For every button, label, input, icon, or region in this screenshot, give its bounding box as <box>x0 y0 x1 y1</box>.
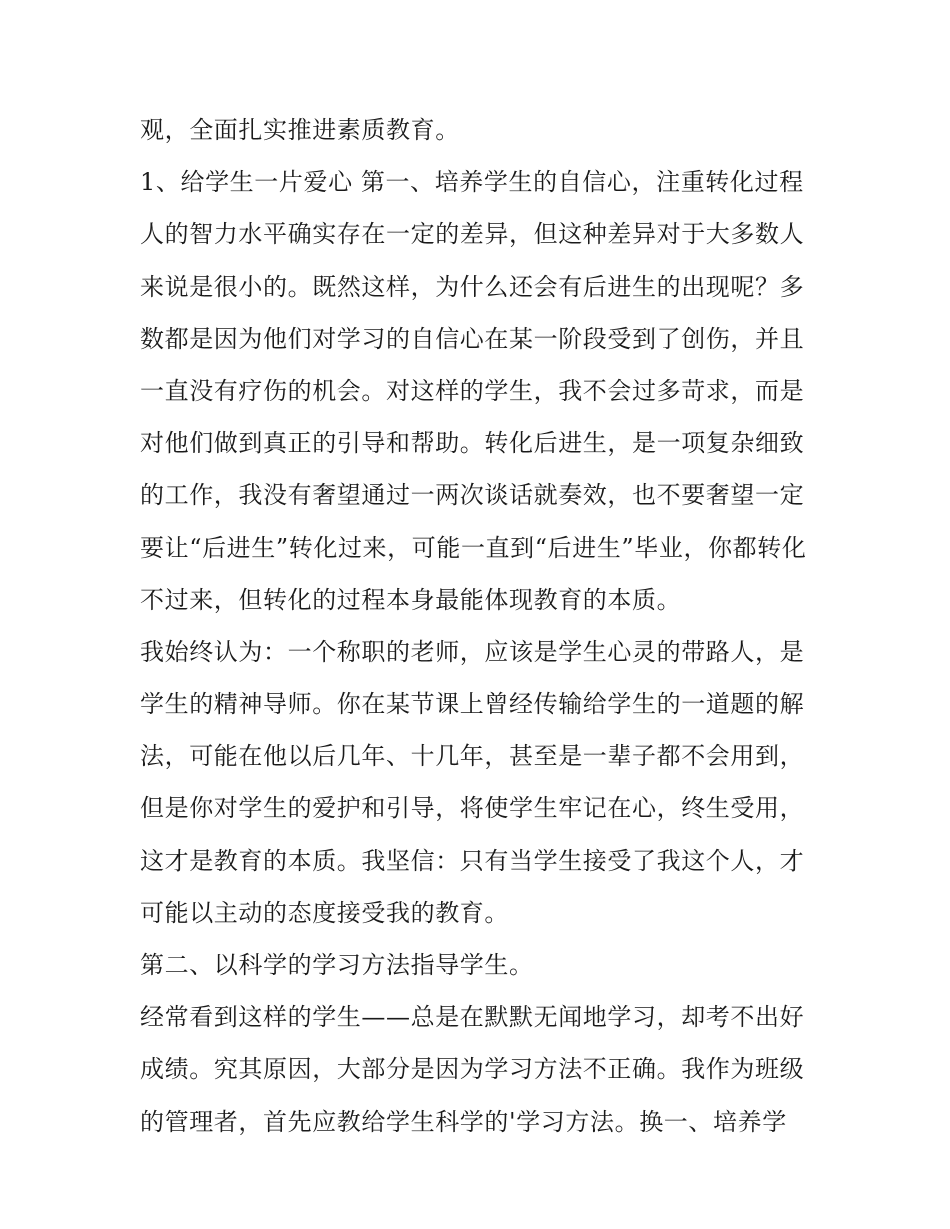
text-line: 来说是很小的。既然这样，为什么还会有后进生的出现呢？多 <box>140 272 805 301</box>
text-line: 不过来，但转化的过程本身最能体现教育的本质。 <box>140 585 682 614</box>
text-line: 1、给学生一片爱心 第一、培养学生的自信心，注重转化过程 <box>140 168 804 197</box>
text-line: 人的智力水平确实存在一定的差异，但这种差异对于大多数人 <box>140 220 805 249</box>
text-line: 对他们做到真正的引导和帮助。转化后进生，是一项复杂细致 <box>140 429 805 458</box>
text-line: 学生的精神导师。你在某节课上曾经传输给学生的一道题的解 <box>140 690 805 719</box>
text-line: 的工作，我没有奢望通过一两次谈话就奏效，也不要奢望一定 <box>140 481 805 510</box>
text-line: 的管理者，首先应教给学生科学的'学习方法。换一、培养学 <box>140 1107 787 1136</box>
text-line: 但是你对学生的爱护和引导，将使学生牢记在心，终生受用， <box>140 794 805 823</box>
text-line: 数都是因为他们对学习的自信心在某一阶段受到了创伤，并且 <box>140 324 805 353</box>
text-line: 一直没有疗伤的机会。对这样的学生，我不会过多苛求，而是 <box>140 376 805 405</box>
text-line: 要让“后进生”转化过来，可能一直到“后进生”毕业，你都转化 <box>140 533 807 562</box>
text-line: 经常看到这样的学生——总是在默默无闻地学习，却考不出好 <box>140 1003 805 1032</box>
text-line: 这才是教育的本质。我坚信：只有当学生接受了我这个人，才 <box>140 846 805 875</box>
document-body <box>140 104 830 1148</box>
text-line: 我始终认为：一个称职的老师，应该是学生心灵的带路人，是 <box>140 637 805 666</box>
text-line: 第二、以科学的学习方法指导学生。 <box>140 951 534 979</box>
text-line: 成绩。究其原因，大部分是因为学习方法不正确。我作为班级 <box>140 1055 805 1084</box>
text-line: 观，全面扎实推进素质教育。 <box>140 116 460 144</box>
text-line: 可能以主动的态度接受我的教育。 <box>140 898 509 927</box>
text-line: 法，可能在他以后几年、十几年，甚至是一辈子都不会用到， <box>140 742 805 771</box>
